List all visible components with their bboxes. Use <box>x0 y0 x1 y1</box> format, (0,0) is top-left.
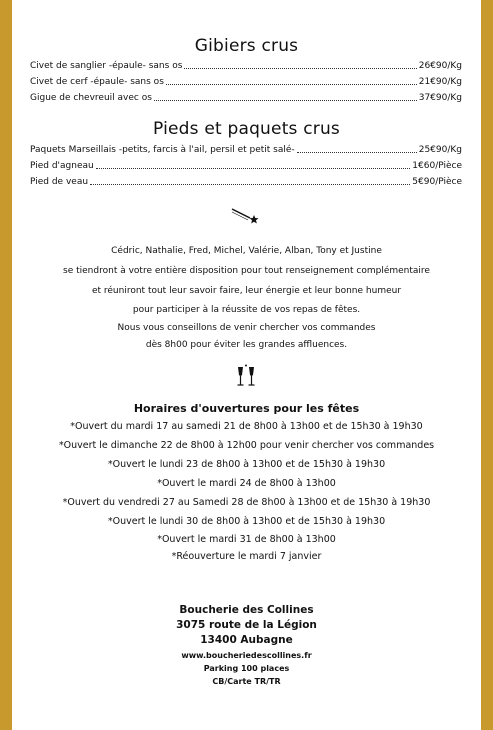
item-price: 1€60/Pièce <box>412 161 462 171</box>
price-row <box>30 90 462 104</box>
dot-leader <box>90 184 410 185</box>
menu-page <box>12 0 481 730</box>
item-price: 21€90/Kg <box>418 77 462 87</box>
hours-line: *Ouvert le mardi 24 de 8h00 à 13h00 <box>157 478 336 489</box>
dot-leader <box>154 100 417 101</box>
price-row <box>30 142 462 156</box>
dot-leader <box>297 152 417 153</box>
message-line: et réuniront tout leur savoir faire, leur énergie et leur bonne humeur <box>91 286 402 296</box>
hours-line: *Ouvert du mardi 17 au samedi 21 de 8h00 à 13h00 et de 15h30 à 19h30 <box>70 421 423 432</box>
message-line: Nous vous conseillons de venir chercher vos commandes <box>117 323 376 333</box>
item-name: Paquets Marseillais -petits, farcis à l'ail, persil et petit salé- <box>30 145 295 155</box>
shop-name: Boucherie des Collines <box>179 604 314 616</box>
shop-address: 3075 route de la Légion <box>176 619 317 631</box>
magic-wand-star-icon <box>230 206 260 224</box>
price-row <box>30 174 462 188</box>
item-name: Civet de sanglier -épaule- sans os <box>30 61 183 71</box>
price-row <box>30 158 462 172</box>
dot-leader <box>166 84 417 85</box>
parking-info: Parking 100 places <box>203 664 290 673</box>
price-row <box>30 74 462 88</box>
hours-line: *Ouvert le lundi 23 de 8h00 à 13h00 et de 15h30 à 19h30 <box>107 459 386 470</box>
item-price: 5€90/Pièce <box>412 177 462 187</box>
hours-title: Horaires d'ouvertures pour les fêtes <box>133 402 360 415</box>
message-line: pour participer à la réussite de vos repas de fêtes. <box>132 305 361 315</box>
hours-line: *Réouverture le mardi 7 janvier <box>171 551 322 562</box>
pieds-title: Pieds et paquets crus <box>153 119 340 139</box>
item-name: Pied de veau <box>30 177 89 187</box>
hours-line: *Ouvert le dimanche 22 de 8h00 à 12h00 pour venir chercher vos commandes <box>58 440 435 451</box>
hours-line: *Ouvert du vendredi 27 au Samedi 28 de 8h00 à 13h00 et de 15h30 à 19h30 <box>62 497 431 508</box>
message-line: Cédric, Nathalie, Fred, Michel, Valérie, Alban, Tony et Justine <box>111 246 382 256</box>
payment-info: CB/Carte TR/TR <box>212 677 281 686</box>
dot-leader <box>184 68 416 69</box>
item-price: 25€90/Kg <box>418 145 462 155</box>
item-name: Gigue de chevreuil avec os <box>30 93 152 103</box>
shop-city: 13400 Aubagne <box>200 634 293 646</box>
hours-line: *Ouvert le mardi 31 de 8h00 à 13h00 <box>157 534 336 545</box>
dot-leader <box>96 168 411 169</box>
item-price: 26€90/Kg <box>418 61 462 71</box>
champagne-glasses-icon <box>234 364 258 390</box>
price-row <box>30 58 462 72</box>
gibiers-title: Gibiers crus <box>194 36 299 56</box>
item-name: Civet de cerf -épaule- sans os <box>30 77 164 87</box>
item-name: Pied d'agneau <box>30 161 94 171</box>
website-link[interactable]: www.boucheriedescollines.fr <box>181 651 312 660</box>
message-line: dès 8h00 pour éviter les grandes affluences. <box>145 340 348 350</box>
message-line: se tiendront à votre entière disposition pour tout renseignement complémentaire <box>63 266 430 276</box>
hours-line: *Ouvert le lundi 30 de 8h00 à 13h00 et de 15h30 à 19h30 <box>107 516 386 527</box>
item-price: 37€90/Kg <box>418 93 462 103</box>
